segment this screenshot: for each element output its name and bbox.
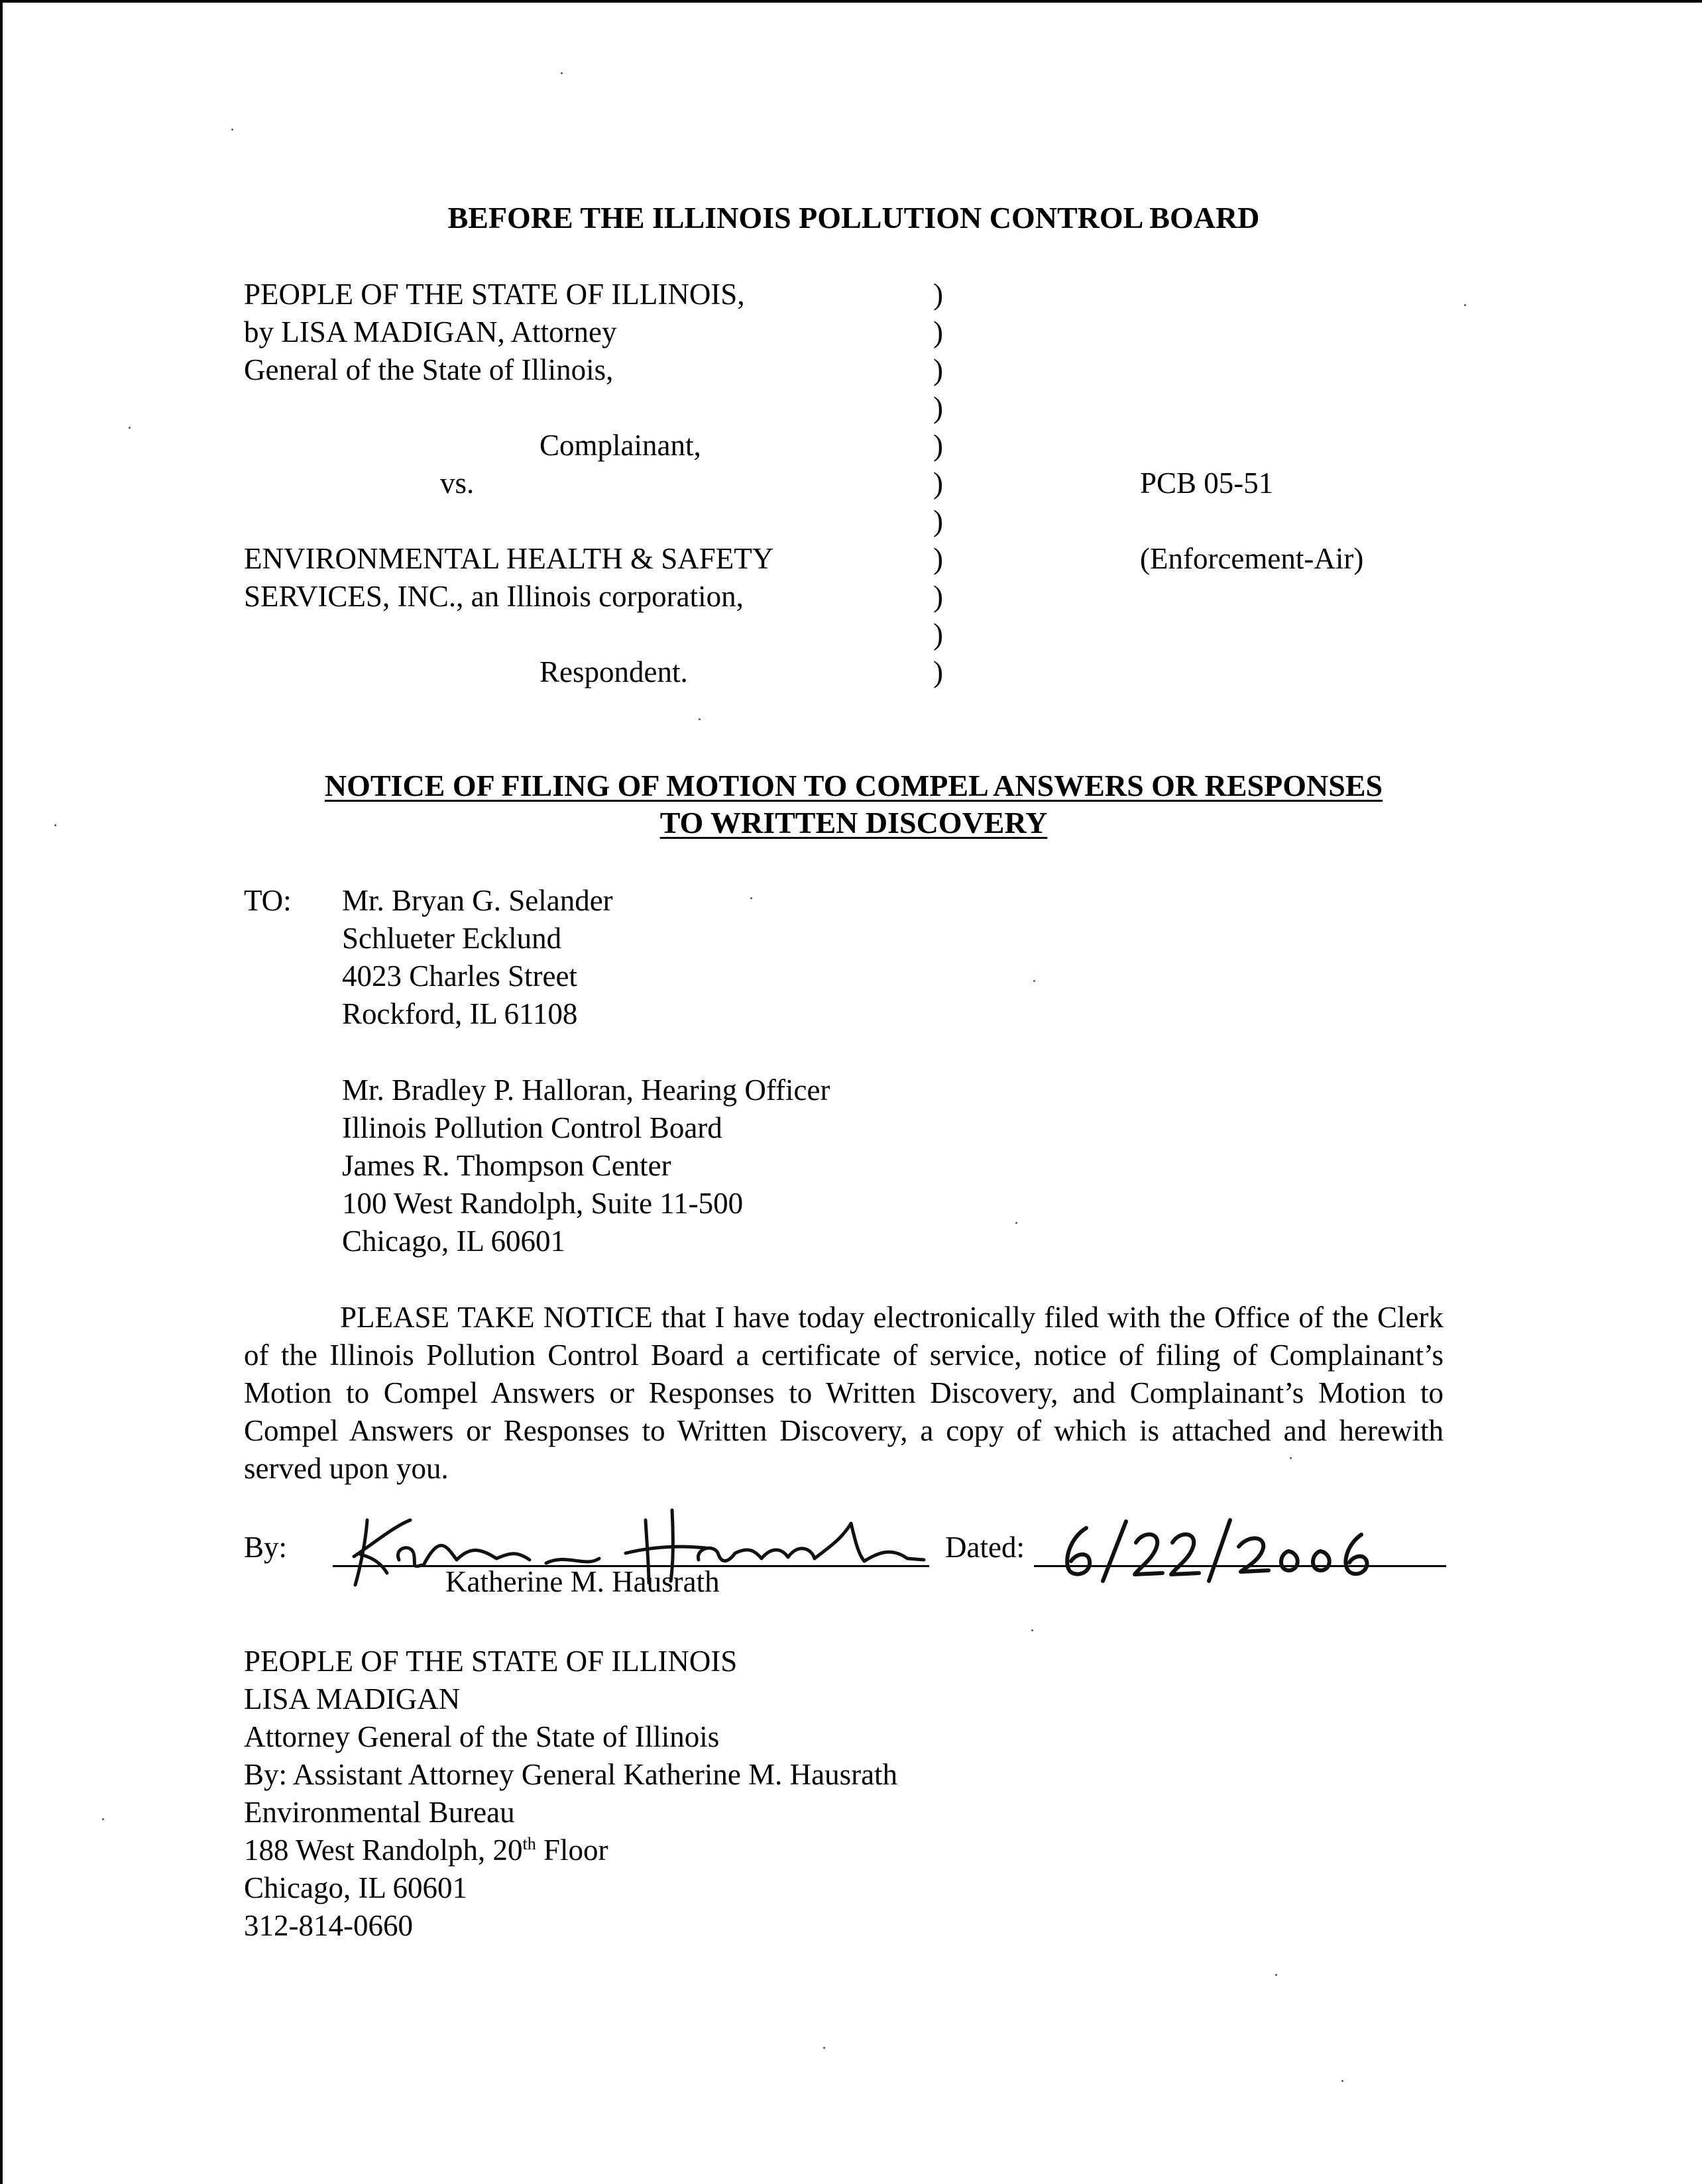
case-type: (Enforcement-Air) bbox=[1140, 542, 1364, 575]
scan-speck bbox=[1341, 2080, 1343, 2082]
recipient-line: Chicago, IL 60601 bbox=[342, 1225, 566, 1258]
notice-paragraph bbox=[244, 1299, 1444, 1488]
date-stroke bbox=[1209, 1520, 1230, 1581]
recipient-selander bbox=[342, 882, 613, 1033]
scan-speck bbox=[561, 72, 563, 74]
paren: ) bbox=[933, 466, 943, 500]
paren: ) bbox=[933, 542, 943, 575]
signature-block-line: Environmental Bureau bbox=[244, 1796, 515, 1829]
scan-speck bbox=[823, 2047, 825, 2049]
notice-body-text: PLEASE TAKE NOTICE that I have today electronically filed with the Office of the Clerk of the Illinois Pollution Control Board a certificate of service, notice of filing of Complainant’s Motion to Compel Answers or Responses to Written Discovery, and Complainant’s Motion to Compel Answers or Responses to Written Discovery, a copy of which is attached and herewith served upon you. bbox=[244, 1301, 1444, 1485]
address-ordinal: th bbox=[522, 1834, 536, 1853]
caption-parentheses bbox=[933, 276, 943, 691]
date-stroke bbox=[1345, 1535, 1367, 1574]
address-line bbox=[244, 1831, 897, 1869]
paren: ) bbox=[933, 580, 943, 613]
sig-stroke bbox=[398, 1548, 422, 1566]
complainant-line: PEOPLE OF THE STATE OF ILLINOIS, bbox=[244, 278, 745, 311]
recipient-line: 100 West Randolph, Suite 11-500 bbox=[342, 1187, 744, 1220]
paren: ) bbox=[933, 618, 943, 651]
notice-heading-line-1: NOTICE OF FILING OF MOTION TO COMPEL ANSWERS OR RESPONSES bbox=[324, 769, 1383, 802]
date-stroke bbox=[1313, 1551, 1330, 1570]
address-floor: Floor bbox=[536, 1833, 608, 1867]
by-label: By: bbox=[244, 1531, 288, 1564]
signature-block-line: Attorney General of the State of Illinois bbox=[244, 1720, 720, 1753]
signature-block-line: LISA MADIGAN bbox=[244, 1682, 461, 1716]
paren: ) bbox=[933, 655, 943, 688]
handwritten-date-image bbox=[1050, 1515, 1394, 1588]
sig-stroke bbox=[698, 1548, 815, 1560]
board-title: BEFORE THE ILLINOIS POLLUTION CONTROL BOARD bbox=[447, 201, 1260, 235]
respondent-line: SERVICES, INC., an Illinois corporation, bbox=[244, 580, 744, 613]
notice-heading-line-2: TO WRITTEN DISCOVERY bbox=[659, 806, 1048, 840]
scan-speck bbox=[54, 824, 56, 826]
respondent-block bbox=[244, 540, 773, 616]
signer-name: Katherine M. Hausrath bbox=[445, 1565, 720, 1598]
date-stroke bbox=[1239, 1538, 1269, 1572]
respondent-role: Respondent. bbox=[539, 655, 688, 688]
recipient-line: Mr. Bradley P. Halloran, Hearing Officer bbox=[342, 1073, 830, 1107]
recipient-line: Schlueter Ecklund bbox=[342, 922, 562, 955]
handwritten-signature-image bbox=[347, 1507, 931, 1593]
scan-speck bbox=[1033, 980, 1035, 982]
recipient-line: 4023 Charles Street bbox=[342, 959, 577, 993]
scan-speck bbox=[1290, 1457, 1292, 1459]
scan-speck bbox=[231, 129, 233, 131]
sig-stroke bbox=[424, 1545, 530, 1565]
case-number: PCB 05-51 bbox=[1140, 466, 1274, 500]
date-stroke bbox=[1281, 1551, 1298, 1570]
scan-speck bbox=[1464, 304, 1466, 306]
sig-stroke bbox=[626, 1510, 705, 1583]
paren: ) bbox=[933, 504, 943, 537]
recipient-halloran bbox=[342, 1071, 830, 1260]
recipient-line: Mr. Bryan G. Selander bbox=[342, 884, 613, 917]
signature-block bbox=[244, 1643, 897, 1945]
phone-number: 312-814-0660 bbox=[244, 1909, 413, 1942]
paren: ) bbox=[933, 353, 943, 386]
scan-speck bbox=[1031, 1629, 1033, 1631]
sig-stroke bbox=[815, 1523, 924, 1561]
recipient-line: Illinois Pollution Control Board bbox=[342, 1111, 722, 1144]
paren: ) bbox=[933, 429, 943, 462]
respondent-line: ENVIRONMENTAL HEALTH & SAFETY bbox=[244, 542, 774, 575]
signature-block-line: By: Assistant Attorney General Katherine M. Hausrath bbox=[244, 1758, 898, 1791]
to-label: TO: bbox=[244, 884, 292, 917]
scan-speck bbox=[1275, 1974, 1277, 1976]
scan-speck bbox=[699, 718, 701, 720]
scan-speck bbox=[1015, 1222, 1017, 1224]
scan-speck bbox=[102, 1818, 104, 1820]
scan-speck bbox=[129, 427, 131, 429]
recipient-line: Rockford, IL 61108 bbox=[342, 997, 578, 1030]
versus-text: vs. bbox=[440, 466, 475, 500]
date-stroke bbox=[1067, 1528, 1090, 1574]
complainant-block bbox=[244, 276, 745, 389]
address-city: Chicago, IL 60601 bbox=[244, 1871, 468, 1904]
complainant-line: General of the State of Illinois, bbox=[244, 353, 614, 386]
paren: ) bbox=[933, 278, 943, 311]
complainant-line: by LISA MADIGAN, Attorney bbox=[244, 315, 617, 349]
dated-label: Dated: bbox=[945, 1531, 1025, 1564]
address-street: 188 West Randolph, 20 bbox=[244, 1833, 523, 1867]
date-stroke bbox=[1103, 1521, 1126, 1581]
paren: ) bbox=[933, 315, 943, 349]
date-stroke bbox=[1171, 1535, 1199, 1574]
signature-block-line: PEOPLE OF THE STATE OF ILLINOIS bbox=[244, 1645, 738, 1678]
complainant-role: Complainant, bbox=[539, 429, 701, 462]
paren: ) bbox=[933, 391, 943, 424]
recipient-line: James R. Thompson Center bbox=[342, 1149, 671, 1182]
scan-speck bbox=[750, 897, 752, 899]
sig-stroke bbox=[546, 1558, 599, 1563]
date-stroke bbox=[1135, 1535, 1163, 1574]
